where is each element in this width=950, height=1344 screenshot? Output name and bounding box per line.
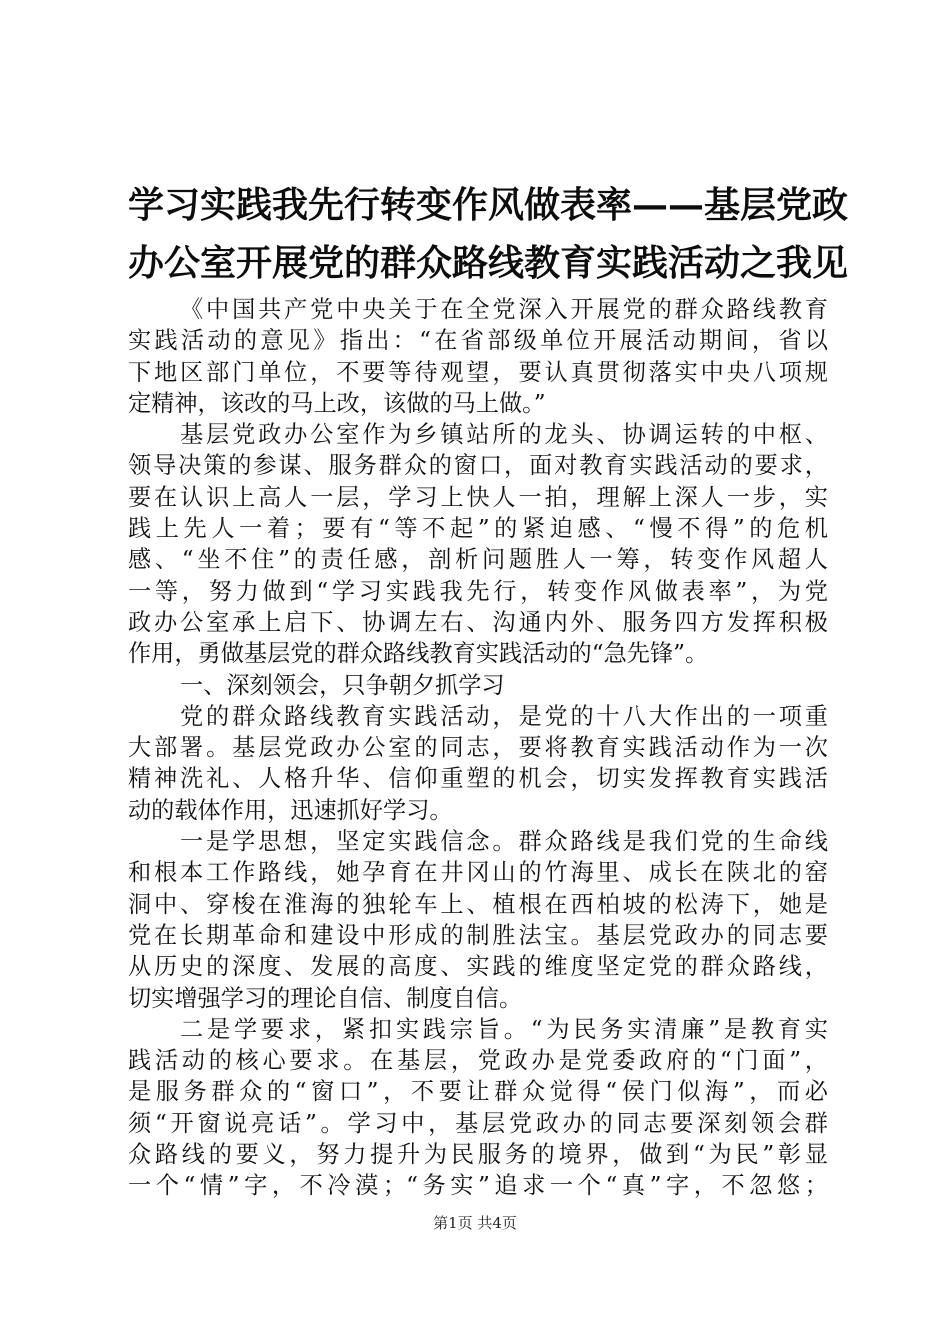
body-line: 定精神，该改的马上改，该做的马上做。” — [128, 389, 546, 417]
body-line: 大部署。基层党政办公室的同志，要将教育实践活动作为一次 — [128, 734, 828, 762]
body-line: 切实增强学习的理论自信、制度自信。 — [128, 984, 523, 1012]
body-line: 动的载体作用，迅速抓好学习。 — [128, 796, 453, 824]
body-line: 精神洗礼、人格升华、信仰重塑的机会，切实发挥教育实践活 — [128, 765, 828, 793]
body-line: 一个“情”字，不冷漠；“务实”追求一个“真”字，不忽悠； — [128, 1172, 828, 1200]
body-line: 从历史的深度、发展的高度、实践的维度坚定党的群众路线， — [128, 953, 828, 981]
body-line: 一等，努力做到“学习实践我先行，转变作风做表率”，为党 — [128, 577, 828, 605]
body-line: 实践活动的意见》指出：“在省部级单位开展活动期间，省以 — [128, 327, 828, 355]
body-line: 党的群众路线教育实践活动，是党的十八大作出的一项重 — [180, 702, 828, 730]
section-heading: 一、深刻领会，只争朝夕抓学习 — [180, 671, 505, 699]
body-line: 是服务群众的“窗口”，不要让群众觉得“侯门似海”，而必 — [128, 1078, 828, 1106]
body-line: 二是学要求，紧扣实践宗旨。“为民务实清廉”是教育实 — [180, 1015, 828, 1043]
body-line: 《中国共产党中央关于在全党深入开展党的群众路线教育 — [180, 296, 828, 323]
body-line: 须“开窗说亮话”。学习中，基层党政办的同志要深刻领会群 — [128, 1109, 828, 1137]
document-body — [128, 294, 828, 1202]
body-line: 要在认识上高人一层，学习上快人一拍，理解上深人一步，实 — [128, 483, 828, 511]
body-line: 和根本工作路线，她孕育在井冈山的竹海里、成长在陕北的窑 — [128, 859, 828, 887]
page-number-footer: 第1页 共4页 — [433, 1214, 517, 1232]
body-line: 领导决策的参谋、服务群众的窗口，面对教育实践活动的要求， — [128, 452, 828, 480]
body-line: 洞中、穿梭在淮海的独轮车上、植根在西柏坡的松涛下，她是 — [128, 890, 828, 918]
body-line: 作用，勇做基层党的群众路线教育实践活动的“急先锋”。 — [128, 640, 709, 668]
body-line: 践上先人一着；要有“等不起”的紧迫感、“慢不得”的危机 — [128, 515, 828, 543]
body-line: 下地区部门单位，不要等待观望，要认真贯彻落实中央八项规 — [128, 358, 828, 386]
body-line: 政办公室承上启下、协调左右、沟通内外、服务四方发挥积极 — [128, 608, 828, 636]
body-line: 基层党政办公室作为乡镇站所的龙头、协调运转的中枢、 — [180, 421, 828, 449]
body-line: 众路线的要义，努力提升为民服务的境界，做到“为民”彰显 — [128, 1141, 828, 1169]
body-line: 感、“坐不住”的责任感，剖析问题胜人一筹，转变作风超人 — [128, 546, 828, 574]
body-line: 党在长期革命和建设中形成的制胜法宝。基层党政办的同志要 — [128, 921, 828, 949]
document-title-line-2: 办公室开展党的群众路线教育实践活动之我见 — [128, 242, 849, 284]
body-line: 一是学思想，坚定实践信念。群众路线是我们党的生命线 — [180, 828, 828, 856]
document-title-line-1: 学习实践我先行转变作风做表率——基层党政 — [128, 184, 849, 226]
body-line: 践活动的核心要求。在基层，党政办是党委政府的“门面”， — [128, 1047, 828, 1075]
